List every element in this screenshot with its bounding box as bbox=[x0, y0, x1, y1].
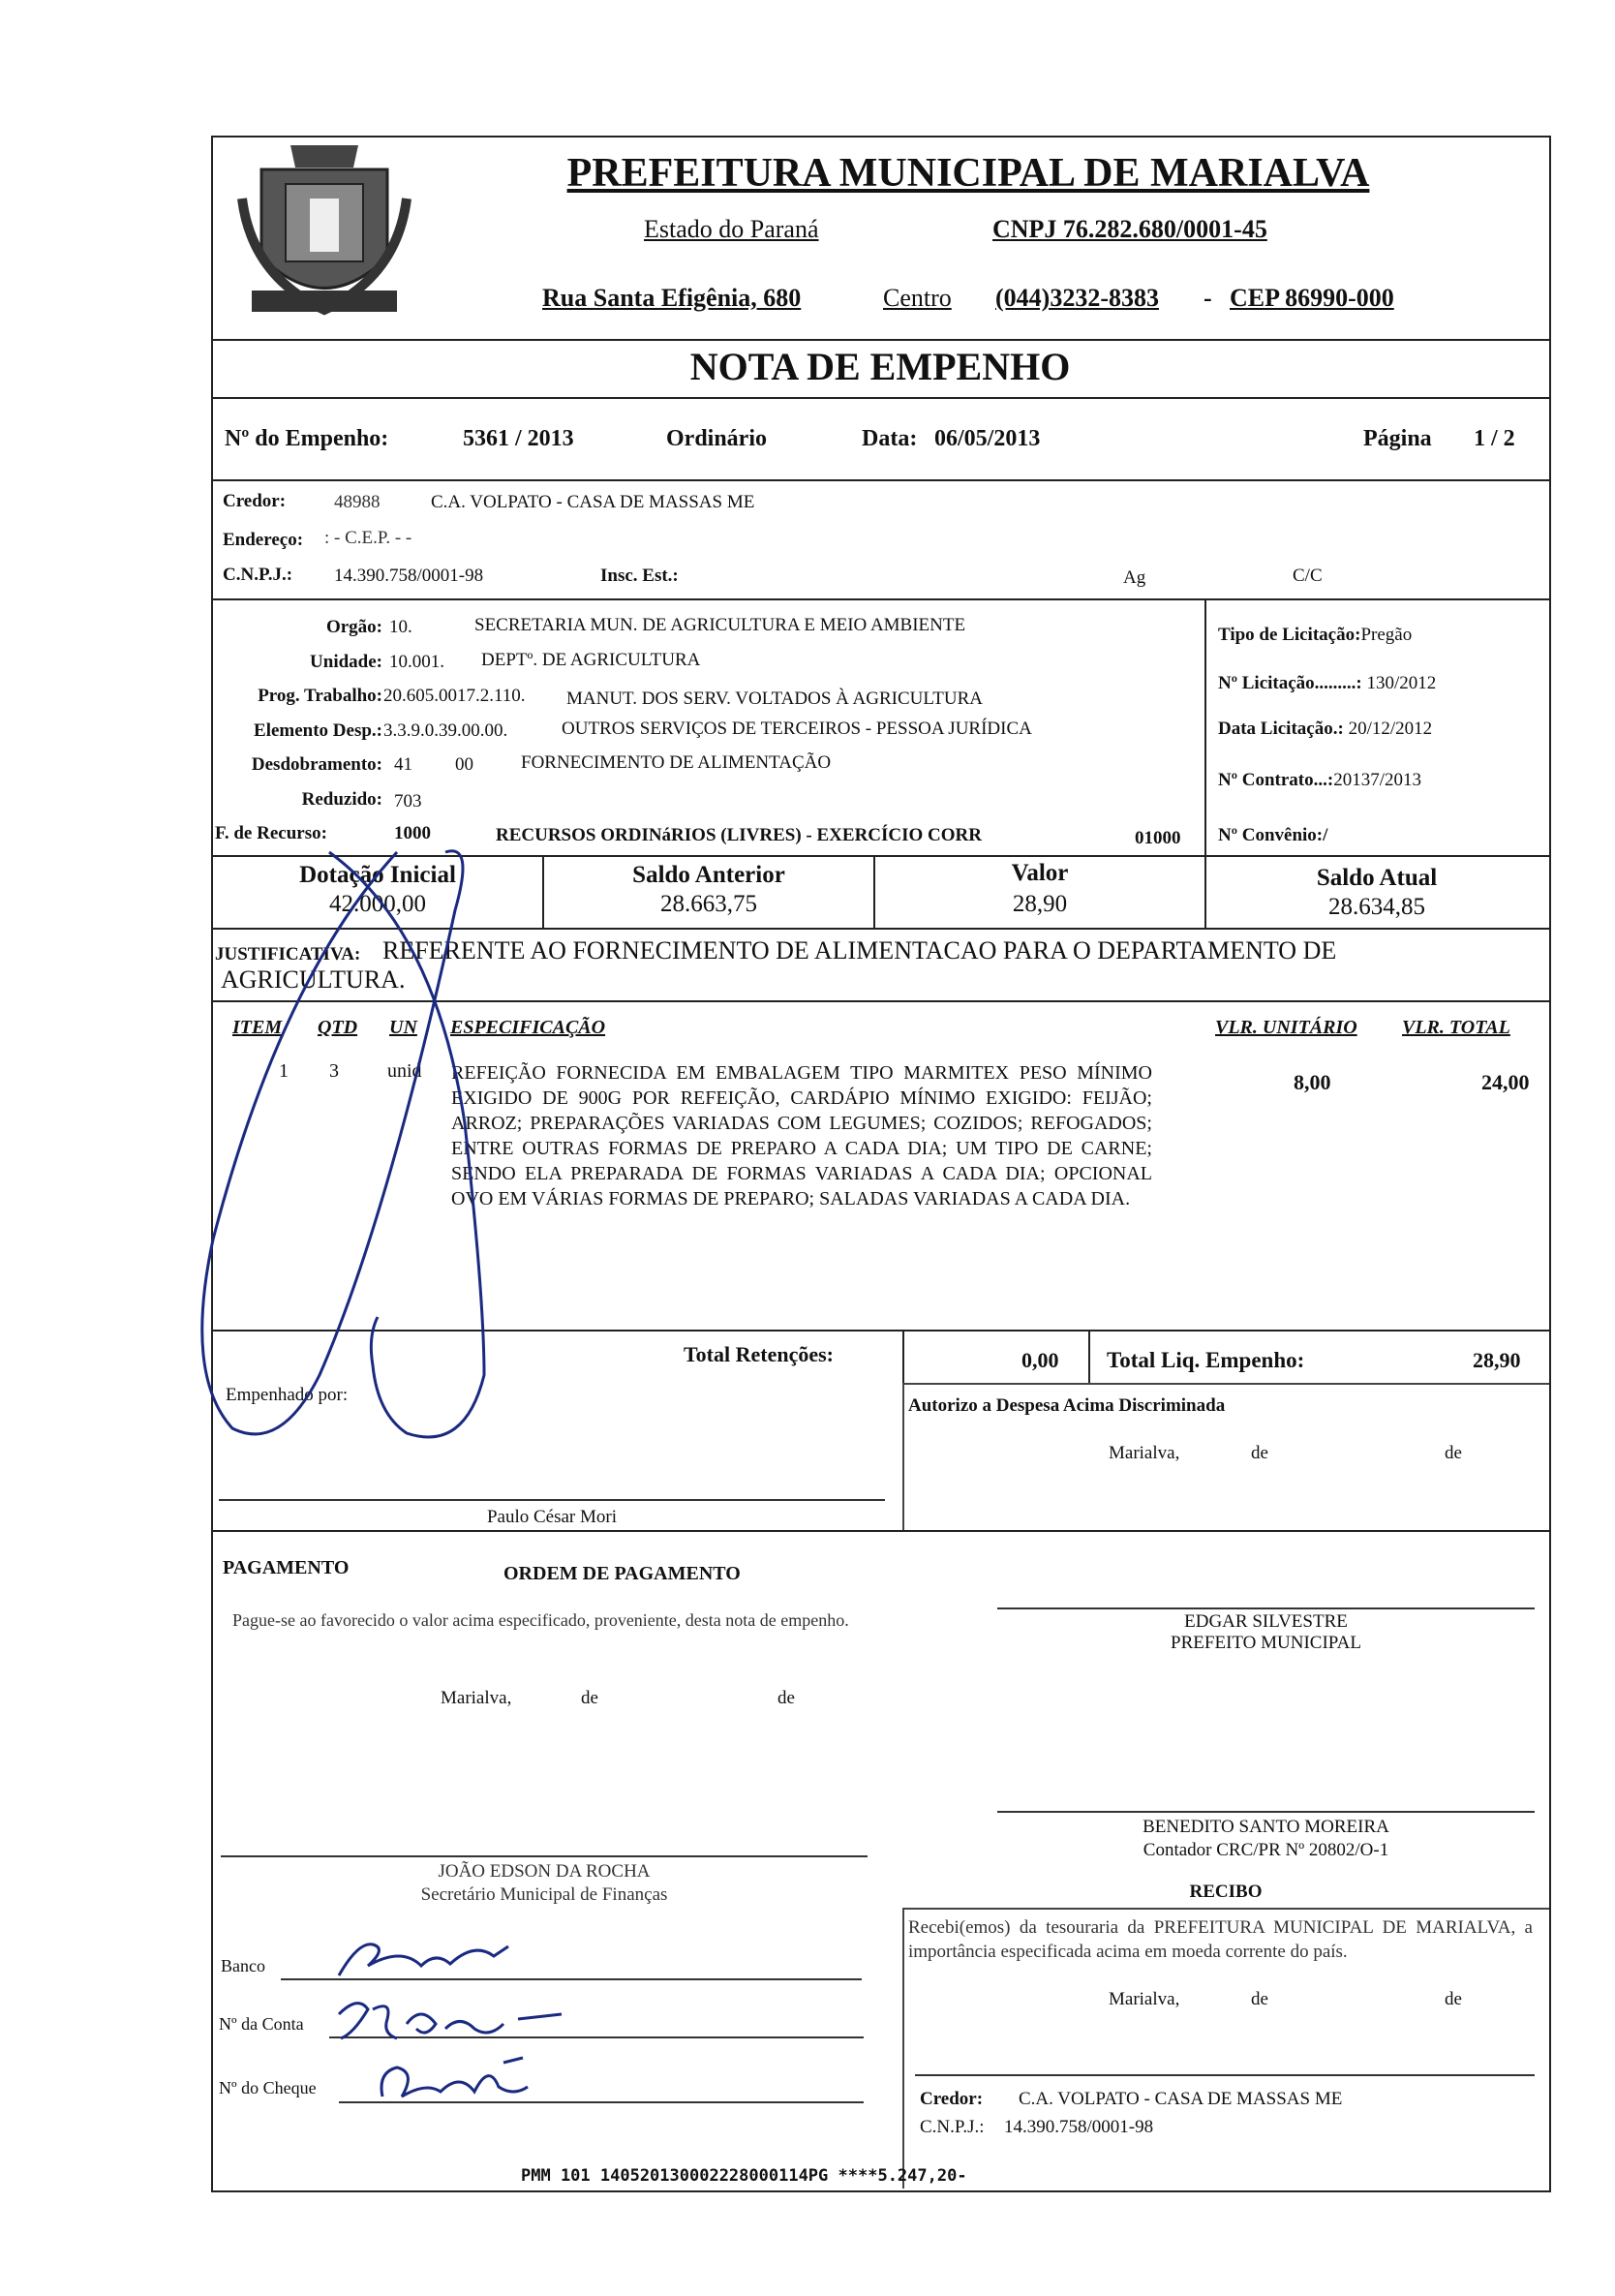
convenio-label: Nº Convênio:/ bbox=[1218, 825, 1328, 845]
desdobramento-code: 41 bbox=[394, 754, 412, 775]
orgao-desc: SECRETARIA MUN. DE AGRICULTURA E MEIO AMBIENTE bbox=[474, 615, 966, 635]
ordem-pagamento-label: ORDEM DE PAGAMENTO bbox=[503, 1563, 741, 1584]
justificativa-text-line2: AGRICULTURA. bbox=[221, 965, 406, 994]
orgao-code: 10. bbox=[389, 617, 412, 637]
signature-line bbox=[221, 1855, 868, 1857]
page-label: Página bbox=[1363, 426, 1432, 451]
header-phone: (044)3232-8383 bbox=[995, 284, 1159, 312]
col-item-header: ITEM bbox=[232, 1017, 283, 1038]
handwritten-loop-marks bbox=[155, 833, 658, 1511]
col-qtd-header: QTD bbox=[318, 1017, 358, 1038]
empenho-number: 5361 / 2013 bbox=[463, 426, 574, 451]
contrato-label: Nº Contrato...: bbox=[1218, 770, 1334, 790]
col-espec-header: ESPECIFICAÇÃO bbox=[450, 1017, 606, 1038]
saldo-anterior-value: 28.663,75 bbox=[660, 891, 757, 917]
dotacao-value: 42.000,00 bbox=[329, 891, 426, 917]
desdobramento-sub: 00 bbox=[455, 754, 473, 775]
divider bbox=[211, 339, 1549, 341]
handwritten-cheque-signature bbox=[368, 2053, 562, 2111]
endereco-value: : - C.E.P. - - bbox=[324, 528, 412, 548]
total-retencoes-value: 0,00 bbox=[1021, 1348, 1059, 1372]
credor-cnpj-label: C.N.P.J.: bbox=[223, 565, 293, 585]
saldo-atual-label: Saldo Atual bbox=[1316, 865, 1438, 891]
autorizo-de2: de bbox=[1445, 1443, 1462, 1463]
conta-label: Nº da Conta bbox=[219, 2014, 304, 2034]
coat-of-arms-logo bbox=[232, 140, 416, 334]
cc-label: C/C bbox=[1293, 566, 1323, 586]
tipo-licitacao-label bbox=[1218, 625, 1412, 646]
header-cnpj: CNPJ 76.282.680/0001-45 bbox=[992, 215, 1267, 243]
item-vlr-total: 24,00 bbox=[1481, 1070, 1530, 1094]
mayor-title: PREFEITO MUNICIPAL bbox=[1171, 1633, 1361, 1653]
contrato-value: 20137/2013 bbox=[1333, 770, 1421, 790]
unidade-label: Unidade: bbox=[310, 652, 382, 672]
banco-label: Banco bbox=[221, 1956, 265, 1975]
divider bbox=[902, 1908, 1549, 1910]
fonte-code: 1000 bbox=[394, 823, 431, 843]
fonte-label: F. de Recurso: bbox=[215, 823, 327, 843]
tipo-licitacao-label-text: Tipo de Licitação: bbox=[1218, 625, 1361, 645]
recibo-cnpj-value: 14.390.758/0001-98 bbox=[1004, 2117, 1154, 2137]
divider bbox=[1088, 1330, 1090, 1383]
col-vlr-unit-header: VLR. UNITÁRIO bbox=[1215, 1017, 1357, 1038]
accountant-name: BENEDITO SANTO MOREIRA bbox=[1143, 1817, 1389, 1837]
header-dash: - bbox=[1204, 284, 1212, 312]
licitacao-date-row bbox=[1218, 719, 1432, 740]
col-un-header: UN bbox=[389, 1017, 417, 1038]
desdobramento-label: Desdobramento: bbox=[251, 754, 382, 775]
secretary-title: Secretário Municipal de Finanças bbox=[420, 1884, 668, 1905]
licitacao-date-label: Data Licitação.: bbox=[1218, 719, 1344, 739]
credor-code: 48988 bbox=[334, 492, 381, 512]
divider bbox=[1204, 598, 1206, 855]
elemento-label: Elemento Desp.: bbox=[254, 720, 382, 741]
divider bbox=[902, 1383, 904, 1530]
recibo-text: Recebi(emos) da tesouraria da PREFEITURA MUNICIPAL DE MARIALVA, a importância especificada acima em moeda corrente do país. bbox=[908, 1917, 1533, 1962]
cheque-label: Nº do Cheque bbox=[219, 2078, 317, 2097]
justificativa-text-line1: REFERENTE AO FORNECIMENTO DE ALIMENTACAO PARA O DEPARTAMENTO DE bbox=[382, 936, 1337, 964]
fonte-num: 01000 bbox=[1135, 828, 1181, 848]
prog-code: 20.605.0017.2.110. bbox=[383, 686, 526, 706]
col-vlr-total-header: VLR. TOTAL bbox=[1402, 1017, 1510, 1038]
divider bbox=[211, 1530, 1549, 1532]
divider bbox=[211, 397, 1549, 399]
item-description: REFEIÇÃO FORNECIDA EM EMBALAGEM TIPO MARMITEX PESO MÍNIMO EXIGIDO DE 900G POR REFEIÇÃO, CARDÁPIO MÍNIMO EXIGIDO: FEIJÃO; ARROZ; PREPARAÇÕES VARIADAS COM LEGUMES; COZIDOS; REFOGADOS; ENTRE OUTRAS FORMAS DE PREPARO A CADA DIA; UM TIPO DE CARNE; SENDO ELA PREPARADA DE FORMAS VARIADAS A CADA DIA; OPCIONAL OVO EM VÁRIAS FORMAS DE PREPARO; SALADAS VARIADAS A CADA DIA. bbox=[451, 1062, 1152, 1209]
autorizo-de1: de bbox=[1251, 1443, 1268, 1463]
header-cep: CEP 86990-000 bbox=[1230, 284, 1394, 312]
secretary-name: JOÃO EDSON DA ROCHA bbox=[438, 1861, 651, 1882]
credor-name: C.A. VOLPATO - CASA DE MASSAS ME bbox=[431, 492, 755, 512]
orgao-label: Orgão: bbox=[325, 617, 382, 637]
endereco-label: Endereço: bbox=[223, 530, 304, 550]
divider bbox=[211, 598, 1549, 600]
saldo-anterior-label: Saldo Anterior bbox=[632, 862, 785, 888]
valor-value: 28,90 bbox=[1012, 891, 1068, 917]
header-district: Centro bbox=[883, 284, 952, 312]
accountant-title: Contador CRC/PR Nº 20802/O-1 bbox=[1143, 1840, 1389, 1860]
licitacao-number-label: Nº Licitação.........: bbox=[1218, 673, 1362, 693]
prog-desc: MANUT. DOS SERV. VOLTADOS À AGRICULTURA bbox=[566, 689, 983, 709]
pagamento-city: Marialva, bbox=[441, 1688, 512, 1708]
autorizo-label: Autorizo a Despesa Acima Discriminada bbox=[908, 1395, 1226, 1416]
tipo-licitacao-value: Pregão bbox=[1360, 625, 1413, 645]
valor-label: Valor bbox=[1011, 860, 1069, 886]
header-street: Rua Santa Efigênia, 680 bbox=[542, 284, 802, 312]
recibo-cnpj-label: C.N.P.J.: bbox=[920, 2117, 985, 2137]
recibo-label: RECIBO bbox=[1189, 1882, 1263, 1902]
prog-label: Prog. Trabalho: bbox=[258, 686, 382, 706]
recibo-city: Marialva, bbox=[1109, 1989, 1180, 2009]
empenho-number-label: Nº do Empenho: bbox=[225, 426, 389, 451]
signature-line bbox=[915, 2074, 1535, 2076]
page-number: 1 / 2 bbox=[1474, 426, 1515, 451]
header-title: PREFEITURA MUNICIPAL DE MARIALVA bbox=[566, 151, 1370, 196]
licitacao-number: 130/2012 bbox=[1366, 673, 1437, 693]
desdobramento-desc: FORNECIMENTO DE ALIMENTAÇÃO bbox=[521, 752, 832, 773]
total-liq-label: Total Liq. Empenho: bbox=[1107, 1348, 1305, 1372]
divider bbox=[902, 1383, 1549, 1385]
empenho-date: 06/05/2013 bbox=[934, 426, 1041, 451]
autorizo-city: Marialva, bbox=[1109, 1443, 1180, 1463]
reduzido-label: Reduzido: bbox=[301, 789, 382, 810]
mayor-name: EDGAR SILVESTRE bbox=[1184, 1611, 1348, 1632]
divider bbox=[211, 479, 1549, 481]
empenho-date-label: Data: bbox=[862, 426, 918, 451]
divider bbox=[902, 1330, 904, 1383]
saldo-atual-value: 28.634,85 bbox=[1328, 894, 1425, 920]
credor-label: Credor: bbox=[223, 491, 287, 511]
reduzido-code: 703 bbox=[394, 791, 422, 811]
doc-title: NOTA DE EMPENHO bbox=[689, 345, 1071, 388]
insc-est-label: Insc. Est.: bbox=[600, 566, 679, 586]
handwritten-conta-signature bbox=[329, 1995, 571, 2048]
item-vlr-unit: 8,00 bbox=[1294, 1070, 1331, 1094]
unidade-desc: DEPTº. DE AGRICULTURA bbox=[481, 650, 701, 670]
unidade-code: 10.001. bbox=[389, 652, 444, 672]
contrato-row bbox=[1218, 770, 1421, 791]
item-qtd: 3 bbox=[329, 1060, 339, 1082]
fonte-desc: RECURSOS ORDINáRIOS (LIVRES) - EXERCÍCIO CORR bbox=[496, 825, 982, 845]
divider bbox=[902, 1908, 904, 2189]
item-number: 1 bbox=[279, 1060, 289, 1082]
item-un: unid bbox=[387, 1060, 422, 1082]
total-retencoes-label: Total Retenções: bbox=[684, 1342, 834, 1366]
signature-line bbox=[997, 1607, 1535, 1609]
licitacao-number-row bbox=[1218, 673, 1436, 694]
empenhado-label: Empenhado por: bbox=[226, 1385, 349, 1405]
recibo-de1: de bbox=[1251, 1989, 1268, 2009]
pagamento-text: Pague-se ao favorecido o valor acima especificado, proveniente, desta nota de empenho. bbox=[232, 1610, 849, 1630]
recibo-de2: de bbox=[1445, 1989, 1462, 2009]
pagamento-de2: de bbox=[777, 1688, 795, 1708]
recibo-credor-label: Credor: bbox=[920, 2089, 984, 2109]
elemento-desc: OUTROS SERVIÇOS DE TERCEIROS - PESSOA JURÍDICA bbox=[562, 719, 1032, 739]
empenhado-signer: Paulo César Mori bbox=[486, 1507, 618, 1527]
licitacao-date: 20/12/2012 bbox=[1348, 719, 1433, 739]
handwritten-banco-signature bbox=[329, 1937, 542, 1985]
recibo-credor-value: C.A. VOLPATO - CASA DE MASSAS ME bbox=[1019, 2089, 1343, 2109]
total-liq-value: 28,90 bbox=[1473, 1348, 1521, 1372]
empenho-type: Ordinário bbox=[666, 426, 768, 451]
ag-label: Ag bbox=[1123, 567, 1146, 588]
pagamento-label: PAGAMENTO bbox=[223, 1557, 350, 1578]
header-state: Estado do Paraná bbox=[644, 215, 819, 243]
justificativa-label: JUSTIFICATIVA: bbox=[215, 944, 361, 964]
signature-line bbox=[997, 1811, 1535, 1813]
credor-cnpj: 14.390.758/0001-98 bbox=[334, 566, 484, 586]
pagamento-de1: de bbox=[581, 1688, 598, 1708]
footer-code: PMM 101 140520130002228000114PG ****5.247,20- bbox=[521, 2166, 967, 2186]
elemento-code: 3.3.9.0.39.00.00. bbox=[383, 720, 508, 741]
dotacao-label: Dotação Inicial bbox=[299, 862, 456, 888]
